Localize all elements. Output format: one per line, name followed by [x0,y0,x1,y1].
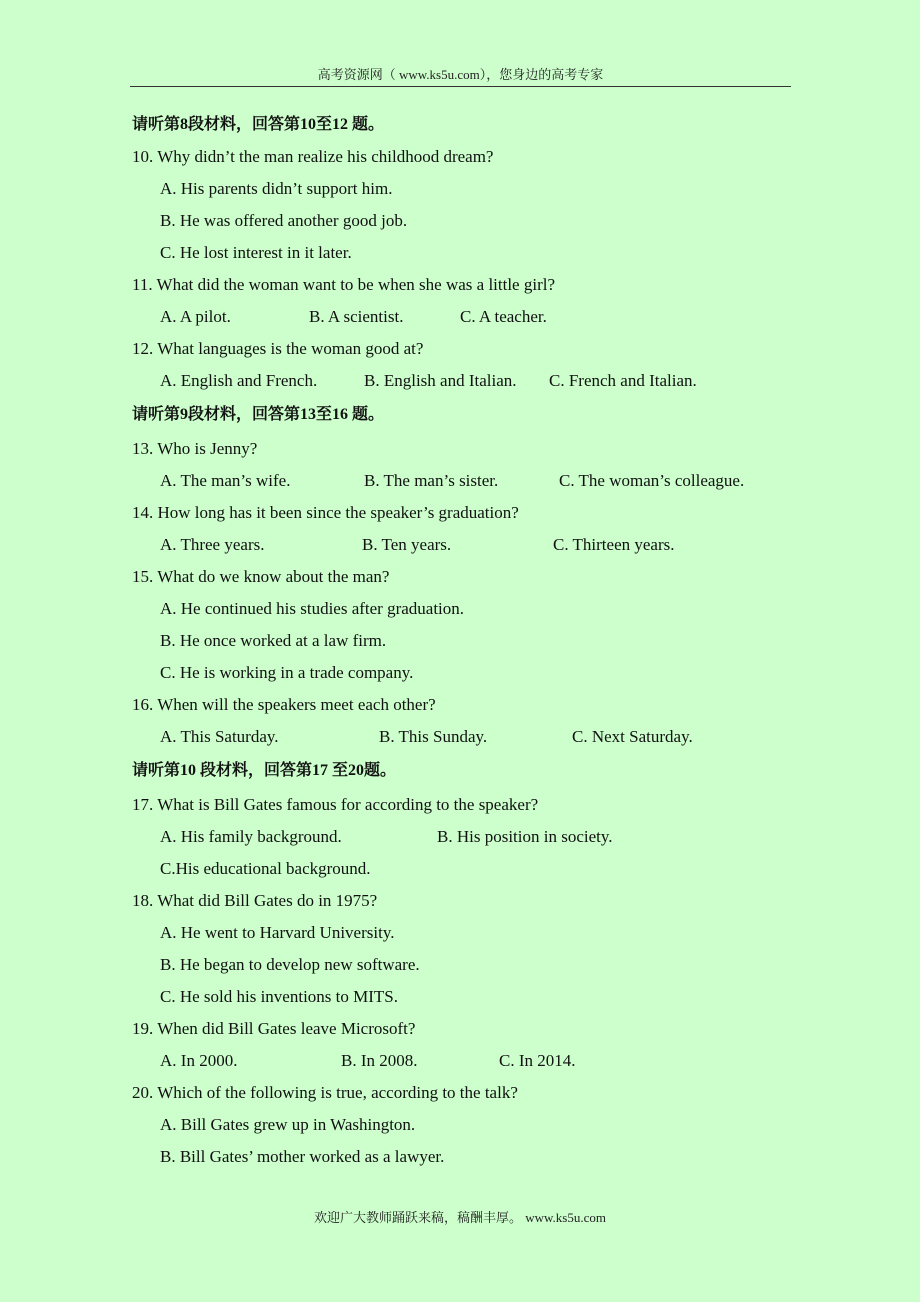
answer-option: A. English and French. [160,371,318,390]
answer-option: C.His educational background. [160,859,371,878]
answer-option: A. His family background. [160,827,342,846]
answer-option: A. He continued his studies after graduation. [160,599,465,618]
page-header: 高考资源网（ www.ks5u.com），您身边的高考专家 [317,67,604,82]
answer-option: A. He went to Harvard University. [160,923,395,942]
answer-option: C. In 2014. [499,1051,576,1070]
question-stem: 14. How long has it been since the speaker’s graduation? [132,503,519,522]
answer-options-row [132,529,792,561]
page-footer: 欢迎广大教师踊跃来稿，稿酬丰厚。 www.ks5u.com [313,1210,606,1225]
answer-options-row [132,1045,792,1077]
answer-options-row [132,365,792,397]
answer-option: A. Bill Gates grew up in Washington. [160,1115,416,1134]
answer-option: B. His position in society. [437,827,613,846]
answer-option: C. Next Saturday. [572,727,693,746]
answer-option: B. Bill Gates’ mother worked as a lawyer. [160,1147,445,1166]
section-heading: 请听第8段材料，回答第10至12 题。 [132,116,385,133]
answer-option: B. He began to develop new software. [160,955,420,974]
section-heading: 请听第10 段材料，回答第17 至20题。 [132,762,397,779]
answer-option: B. He once worked at a law firm. [160,631,387,650]
question-stem: 18. What did Bill Gates do in 1975? [132,891,378,910]
answer-option: C. He lost interest in it later. [160,243,352,262]
answer-option: C. He sold his inventions to MITS. [160,987,399,1006]
answer-option: C. The woman’s colleague. [559,471,745,490]
question-stem: 20. Which of the following is true, according to the talk? [132,1083,518,1102]
question-stem: 11. What did the woman want to be when she was a little girl? [132,275,556,294]
answer-options-row [132,821,792,853]
answer-option: B. The man’s sister. [364,471,499,490]
question-stem: 19. When did Bill Gates leave Microsoft? [132,1019,416,1038]
answer-option: A. His parents didn’t support him. [160,179,393,198]
answer-options-row [132,301,792,333]
answer-option: B. He was offered another good job. [160,211,408,230]
question-stem: 10. Why didn’t the man realize his childhood dream? [132,147,494,166]
answer-option: B. Ten years. [362,535,452,554]
answer-option: B. In 2008. [341,1051,418,1070]
question-stem: 13. Who is Jenny? [132,439,258,458]
question-list [132,109,792,1173]
answer-option: C. He is working in a trade company. [160,663,414,682]
header-divider [130,86,791,87]
question-stem: 15. What do we know about the man? [132,567,390,586]
answer-option: A. A pilot. [160,307,231,326]
answer-option: B. A scientist. [309,307,404,326]
answer-option: A. In 2000. [160,1051,238,1070]
section-heading: 请听第9段材料，回答第13至16 题。 [132,406,385,423]
answer-option: B. This Sunday. [379,727,488,746]
question-stem: 16. When will the speakers meet each other? [132,695,436,714]
answer-option: C. Thirteen years. [553,535,675,554]
answer-option: A. Three years. [160,535,265,554]
answer-options-row [132,465,792,497]
answer-option: A. The man’s wife. [160,471,291,490]
question-stem: 12. What languages is the woman good at? [132,339,424,358]
answer-option: B. English and Italian. [364,371,517,390]
answer-option: A. This Saturday. [160,727,279,746]
answer-option: C. French and Italian. [549,371,697,390]
question-stem: 17. What is Bill Gates famous for according to the speaker? [132,795,539,814]
answer-option: C. A teacher. [460,307,547,326]
answer-options-row [132,721,792,753]
